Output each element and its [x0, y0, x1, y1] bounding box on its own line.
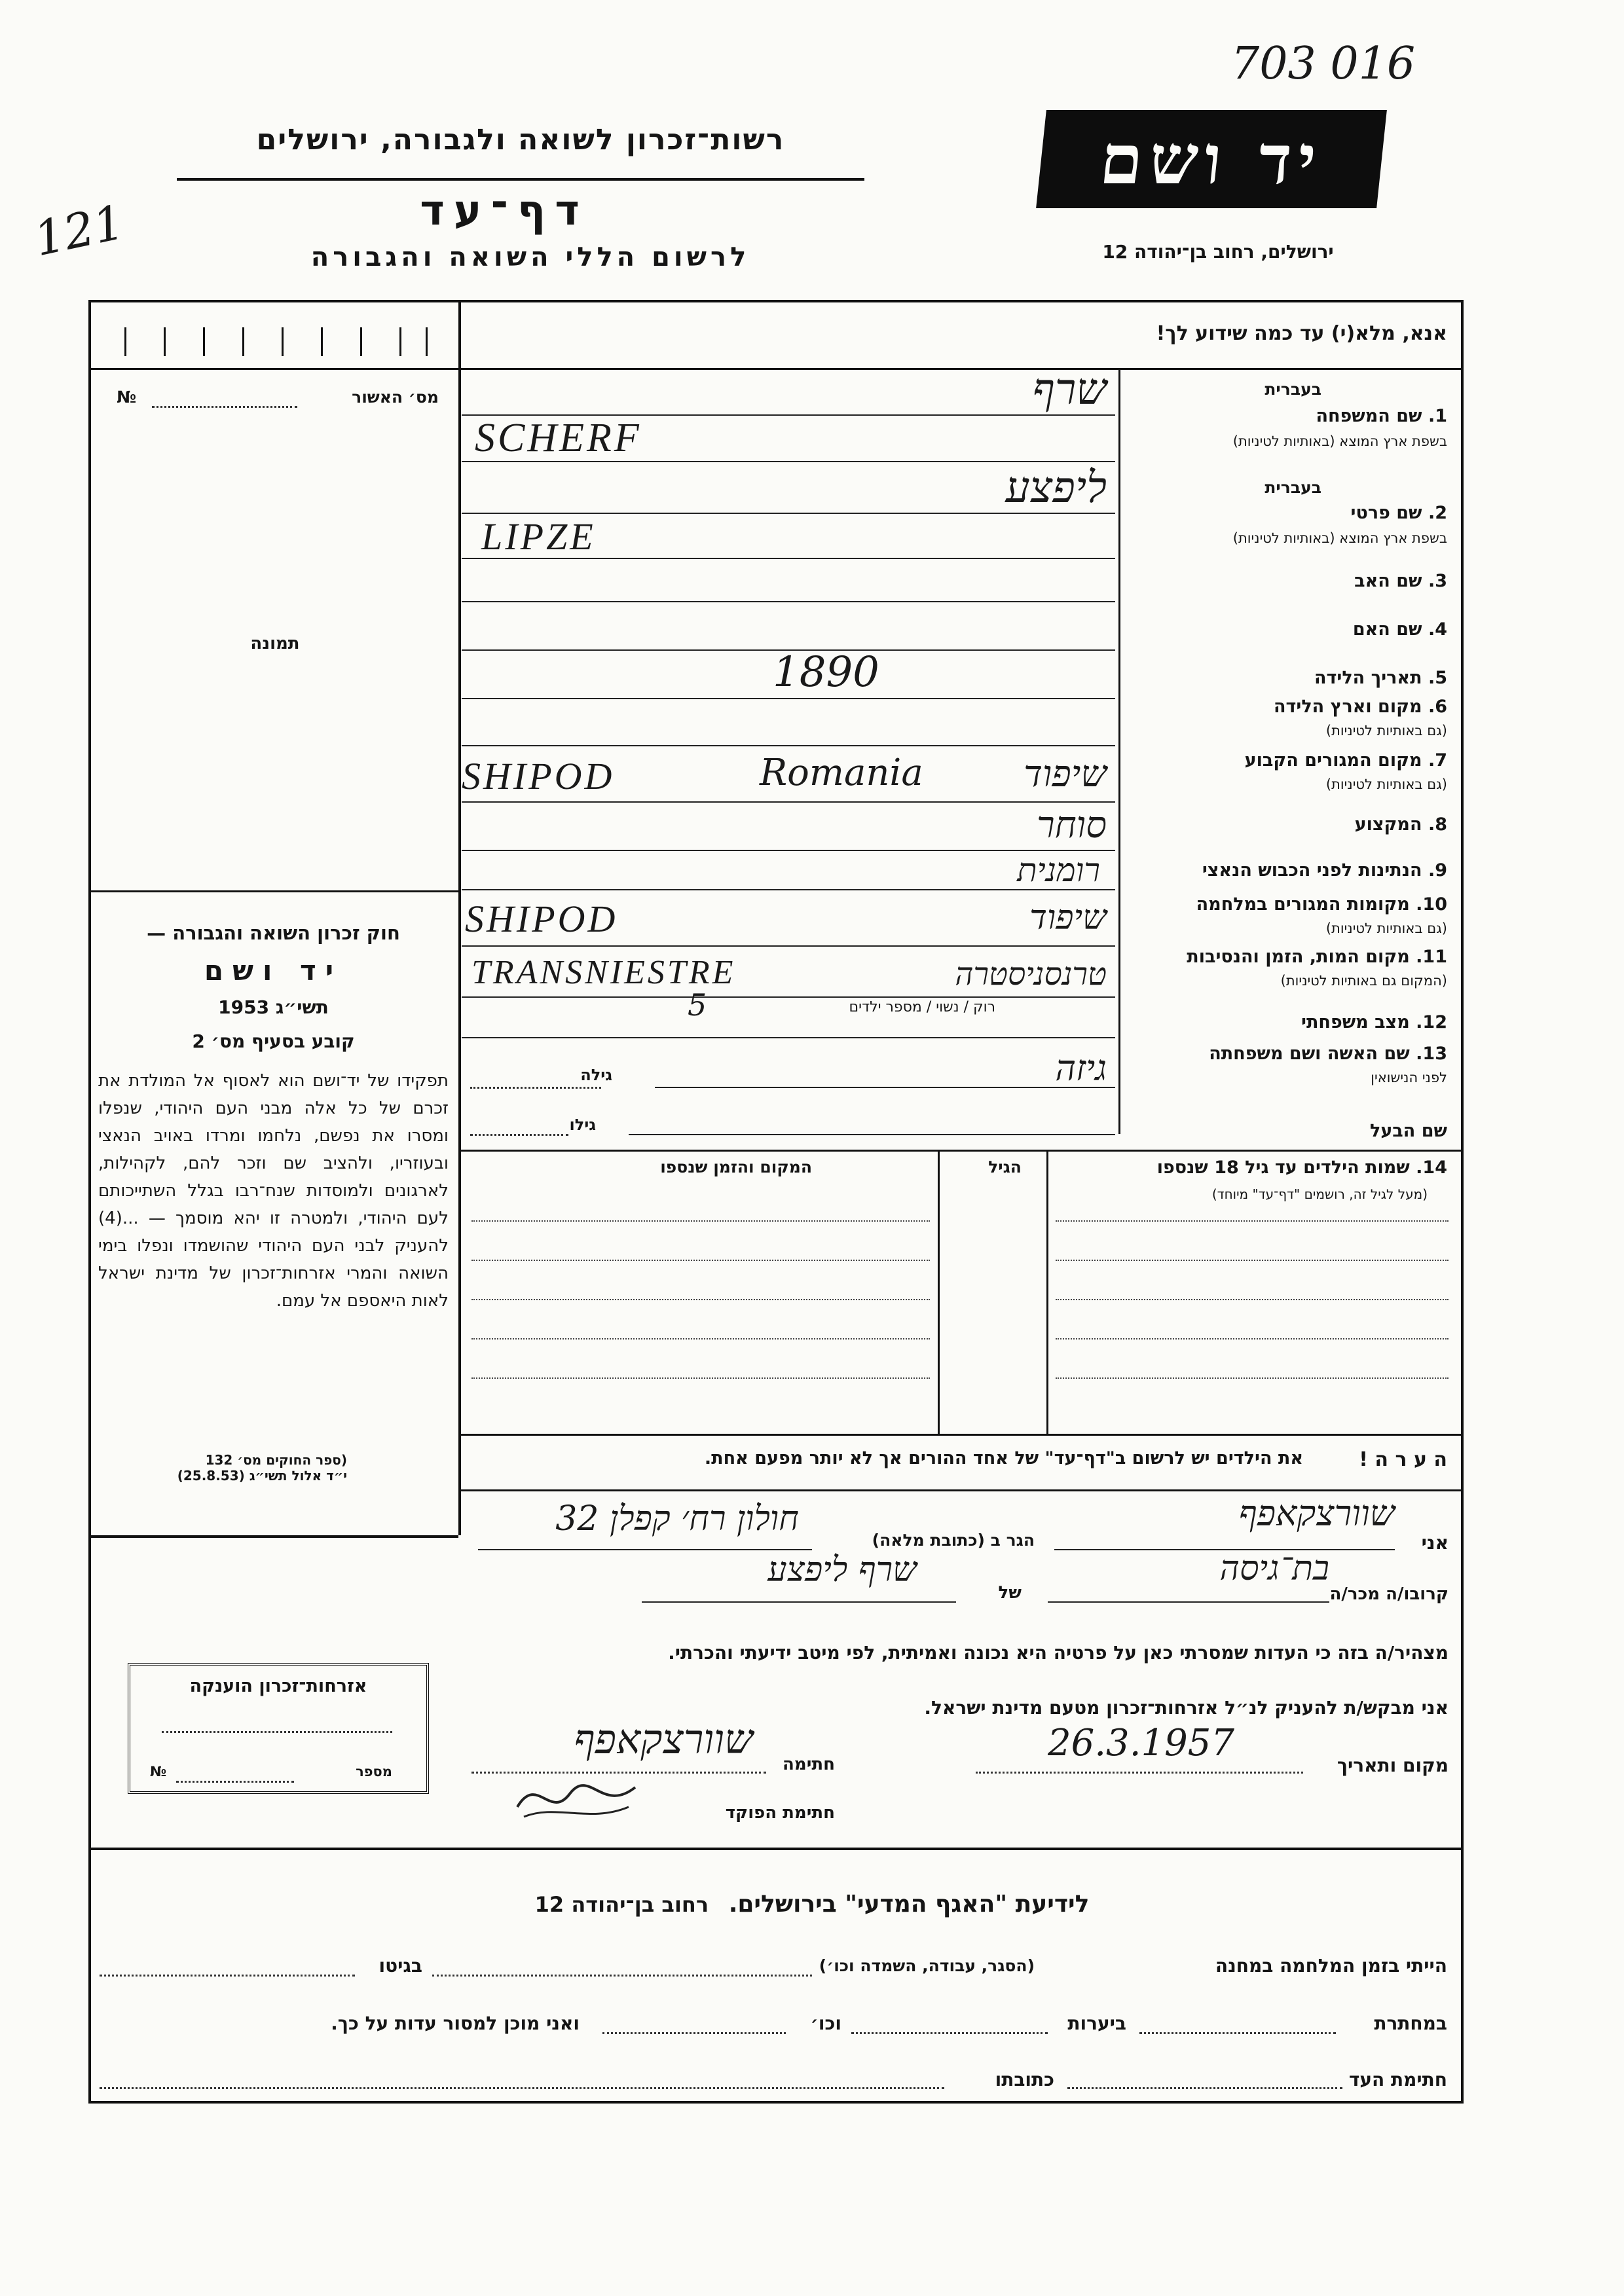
approval-top-line — [88, 368, 458, 370]
field-5-line[interactable] — [462, 698, 1115, 699]
form-subtitle: לרשום הללי השואה והגבורה — [310, 242, 750, 272]
law-reference-line-2: י״ד אלול תשי״ג (25.8.53) — [177, 1468, 347, 1484]
signature-label: חתימה — [783, 1755, 835, 1774]
supervisor-signature-label: חתימת הפוקד — [725, 1803, 835, 1823]
children-row-4-name[interactable] — [1056, 1338, 1449, 1339]
field-11-sublabel: (המקום גם באותיות לטיניות) — [1280, 973, 1447, 989]
husband-age-field[interactable] — [470, 1134, 568, 1136]
field-12-label: 12. מצב משפחתי — [1301, 1012, 1447, 1032]
field-14-sublabel: (מעל לגיל זה, רושמים "דף־עד" מיוחד) — [1211, 1186, 1428, 1202]
memorial-citizenship-box — [128, 1663, 429, 1794]
footer-address-field[interactable] — [100, 2087, 944, 2089]
children-table-top — [458, 1150, 1464, 1152]
relation-value: בת־גיסה — [1219, 1549, 1329, 1588]
field-6-line[interactable] — [462, 745, 1115, 746]
field-10-label: 10. מקומות המגורים במלחמה — [1196, 894, 1447, 915]
law-year: תשי״ג 1953 — [218, 996, 329, 1018]
field-9-line[interactable] — [462, 889, 1115, 890]
field-1-hebrew-value: שרף — [1032, 364, 1107, 414]
footer-etc-field[interactable] — [602, 2032, 786, 2034]
box-number-label: מספר — [356, 1764, 392, 1779]
field-12-line[interactable] — [462, 1037, 1115, 1038]
memorial-citizenship-title: אזרחות־זכרון הוענקה — [189, 1676, 367, 1696]
children-row-5-place[interactable] — [471, 1377, 930, 1379]
field-7-latin-value: SHIPOD — [462, 755, 615, 797]
field-8-value: סוחר — [1037, 804, 1107, 847]
citizenship-request: אני מבקש/ת להעניק לנ״ל אזרחות־זכרון מטעם מדינת ישראל. — [924, 1697, 1449, 1719]
field-3-label: 3. שם האב — [1354, 571, 1447, 591]
field-2-latin-value: LIPZE — [481, 515, 596, 558]
note-bottom-line — [458, 1489, 1464, 1491]
authority-name: רשות־זכרון לשואה ולגבורה, ירושלים — [256, 123, 785, 156]
intro-text: אנא, מלא(י) עד כמה שידוע לך! — [1156, 322, 1447, 345]
approval-number-field[interactable] — [152, 406, 297, 408]
field-1-latin-value: SCHERF — [475, 416, 642, 460]
law-bottom-line — [88, 1535, 458, 1538]
footer-testimony-text: ואני מוכן למסור עדות על כך. — [331, 2013, 580, 2034]
field-13-line[interactable] — [655, 1087, 1115, 1088]
field-10-latin-value: SHIPOD — [465, 898, 618, 940]
field-10-sublabel: (גם באותיות לטיניות) — [1325, 920, 1447, 936]
yad-vashem-logo: יד ושם — [1036, 110, 1387, 208]
footer-forests-field[interactable] — [851, 2032, 1048, 2034]
cardex-ticks — [111, 319, 445, 367]
field-7-label: 7. מקום המגורים הקבוע — [1244, 750, 1447, 771]
footer-camp-field[interactable] — [432, 1975, 812, 1977]
relation-line[interactable] — [1048, 1601, 1329, 1603]
field-12-options: רוק / נשוי / מספר ילדים — [849, 999, 995, 1015]
form-title: דף־עד — [420, 187, 589, 235]
footer-title: לידיעת "האגף המדעי" בירושלים. רחוב בן־יהודה 12 — [534, 1891, 1090, 1918]
children-row-1-name[interactable] — [1056, 1220, 1449, 1222]
box-number-sign: № — [150, 1764, 167, 1779]
field-13-label: 13. שם האשה ושם משפחתה — [1209, 1044, 1447, 1064]
children-row-5-name[interactable] — [1056, 1377, 1449, 1379]
memorial-citizenship-line[interactable] — [162, 1731, 392, 1733]
photo-label: תמונה — [250, 634, 300, 653]
field-11-line[interactable] — [462, 996, 1115, 998]
declarant-signature: שוורצקאפף — [574, 1715, 753, 1763]
husband-line[interactable] — [629, 1134, 1115, 1135]
children-age-header: הגיל — [988, 1157, 1022, 1176]
field-10-hebrew-value: שיפוד — [1029, 898, 1107, 938]
authority-underline — [177, 178, 864, 181]
children-row-3-place[interactable] — [471, 1299, 930, 1300]
approval-number-label: מס׳ האשור — [352, 388, 439, 407]
footer-etc-label: וכו׳ — [810, 2013, 841, 2034]
field-14-label: 14. שמות הילדים עד גיל 18 שנספו — [1156, 1157, 1447, 1178]
wife-age-label: גילה — [580, 1066, 612, 1084]
footer-ghetto-field[interactable] — [100, 1975, 355, 1977]
margin-note: 121 — [29, 194, 129, 267]
field-11-label: 11. מקום המות, הזמן והנסיבות — [1187, 947, 1447, 967]
field-5-value: 1890 — [773, 648, 879, 697]
field-7-country-value: Romania — [760, 752, 923, 794]
corner-archive-number: 703 016 — [1231, 38, 1416, 90]
wife-age-field[interactable] — [470, 1087, 601, 1089]
field-6-sublabel: (גם באותיות לטיניות) — [1325, 723, 1447, 738]
field-10-line[interactable] — [462, 945, 1115, 947]
relation-of-label: של — [998, 1583, 1022, 1603]
declarant-name: שוורצקאפף — [1238, 1493, 1395, 1534]
header-address: ירושלים, רחוב בן־יהודה 12 — [1102, 241, 1334, 263]
children-row-2-name[interactable] — [1056, 1260, 1449, 1261]
children-row-2-place[interactable] — [471, 1260, 930, 1261]
field-7-hebrew-value: שיפוד — [1024, 753, 1107, 795]
hebrew-tag-1: בעברית — [1264, 380, 1321, 399]
field-7-line[interactable] — [462, 801, 1115, 803]
field-13-value: גיזה — [1055, 1048, 1107, 1089]
photo-bottom-line — [88, 890, 458, 892]
footer-witness-signature-field[interactable] — [1067, 2087, 1342, 2089]
field-3-line[interactable] — [462, 601, 1115, 602]
field-11-hebrew-value: טרנסניסטרה — [955, 956, 1107, 993]
declaration-statement: מצהיר/ה בזה כי העדות שמסרתי כאן על פרטיה היא נכונה ואמיתית, לפי מיטב ידיעתי והכרתי. — [668, 1642, 1449, 1664]
label-column-divider — [1118, 368, 1120, 1134]
field-1-sublabel: בשפת ארץ המוצא (באותיות לטיניות) — [1232, 433, 1447, 449]
supervisor-signature-scribble — [511, 1768, 642, 1827]
field-13-sublabel: לפני הנישואין — [1371, 1070, 1447, 1085]
footer-address-label: כתובתו — [995, 2069, 1054, 2090]
footer-camp-label: הייתי בזמן המלחמה במחנה — [1215, 1955, 1447, 1977]
field-12-children-count: 5 — [688, 987, 707, 1023]
field-7-sublabel: (גם באותיות לטיניות) — [1325, 776, 1447, 792]
footer-witness-signature-label: חתימת העד — [1348, 2069, 1447, 2090]
husband-label: שם הבעל — [1369, 1121, 1447, 1141]
field-2-hebrew-value: ליפצע — [1005, 462, 1107, 513]
left-panel-divider — [458, 300, 461, 1535]
note-text: את הילדים יש לרשום ב"דף־עד" של אחד ההורים אך לא יותר מפעם אחת. — [704, 1448, 1303, 1468]
law-text: תפקידו של יד־ושם הוא לאסוף אל המולדת את זכרם של כל אלה מבני העם היהודי, שנפלו ומסרו את נפשם, נלחמו ומרדו באויב הנאצי ובעוזריו, ולהציב שם וזכר להם, לקהילות, לארגונים ולמוסדות שנח־רבו בגלל השתייכותם לעם היהודי, ולמטרה זו יהא מוסמך — ...(4) להעניק לבני העם היהודי שהושמדו ונפלו בימי השואה והמרי אזרחות־זכרון של מדינת ישראל לאות היאספם אל עמם. — [98, 1071, 449, 1311]
footer-underground-label: במחתרת — [1374, 2013, 1447, 2034]
field-2-label: 2. שם פרטי — [1350, 503, 1447, 523]
relation-name: שרף ליפצע — [767, 1550, 917, 1590]
footer-divider — [88, 1848, 1464, 1850]
field-2-sublabel: בשפת ארץ המוצא (באותיות לטיניות) — [1232, 530, 1447, 546]
children-row-4-place[interactable] — [471, 1338, 930, 1339]
box-number-field[interactable] — [176, 1781, 294, 1783]
children-row-3-name[interactable] — [1056, 1299, 1449, 1300]
husband-age-label: גילו — [569, 1116, 596, 1134]
footer-forests-label: ביערות — [1067, 2013, 1126, 2034]
relation-name-line[interactable] — [642, 1601, 956, 1603]
field-1-label: 1. שם המשפחה — [1316, 406, 1447, 426]
hebrew-tag-2: בעברית — [1264, 478, 1321, 497]
field-6-label: 6. מקום וארץ הלידה — [1273, 697, 1447, 717]
resident-label: הגר ב (כתובת מלאה) — [872, 1531, 1035, 1550]
place-date-line[interactable] — [976, 1772, 1303, 1774]
footer-camp-types: (הסגר, עבודה, השמדה וכו׳) — [819, 1956, 1035, 1975]
field-11-latin-value: TRANSNIESTRE — [471, 954, 736, 991]
law-title: חוק זכרון השואה והגבורה — — [147, 922, 400, 944]
relation-label: קרובו/ה מכר/ה — [1329, 1584, 1449, 1604]
footer-underground-field[interactable] — [1139, 2032, 1336, 2034]
children-place-header: המקום והזמן שנספו — [660, 1157, 812, 1176]
field-9-value: רומנית — [1017, 851, 1100, 889]
law-name: יד ושם — [204, 955, 343, 987]
field-5-label: 5. תאריך הלידה — [1314, 668, 1447, 688]
declarant-i-label: אני — [1421, 1532, 1449, 1554]
children-col-divider-2 — [938, 1150, 940, 1434]
law-reference-line-1: (ספר החוקים מס׳ 132 — [205, 1452, 347, 1468]
children-row-1-place[interactable] — [471, 1220, 930, 1222]
declarant-address: חולון רח׳ קפלן 32 — [555, 1499, 799, 1539]
place-date-value: 26.3.1957 — [1048, 1722, 1235, 1764]
place-date-label: מקום ותאריך — [1337, 1755, 1449, 1776]
footer-ghetto-label: בגיטו — [378, 1955, 422, 1977]
law-reference — [98, 1452, 347, 1484]
law-clause: קובע בסעיף מס׳ 2 — [192, 1030, 355, 1052]
approval-number-sign: № — [117, 388, 137, 407]
children-table-bottom — [458, 1434, 1464, 1436]
field-9-label: 9. הנתינות לפני הכבוש הנאצי — [1202, 860, 1447, 881]
children-col-divider-1 — [1046, 1150, 1048, 1434]
field-4-label: 4. שם האם — [1352, 619, 1447, 640]
note-label: ה ע ר ה ! — [1359, 1448, 1447, 1471]
field-8-label: 8. המקצוע — [1354, 814, 1447, 835]
